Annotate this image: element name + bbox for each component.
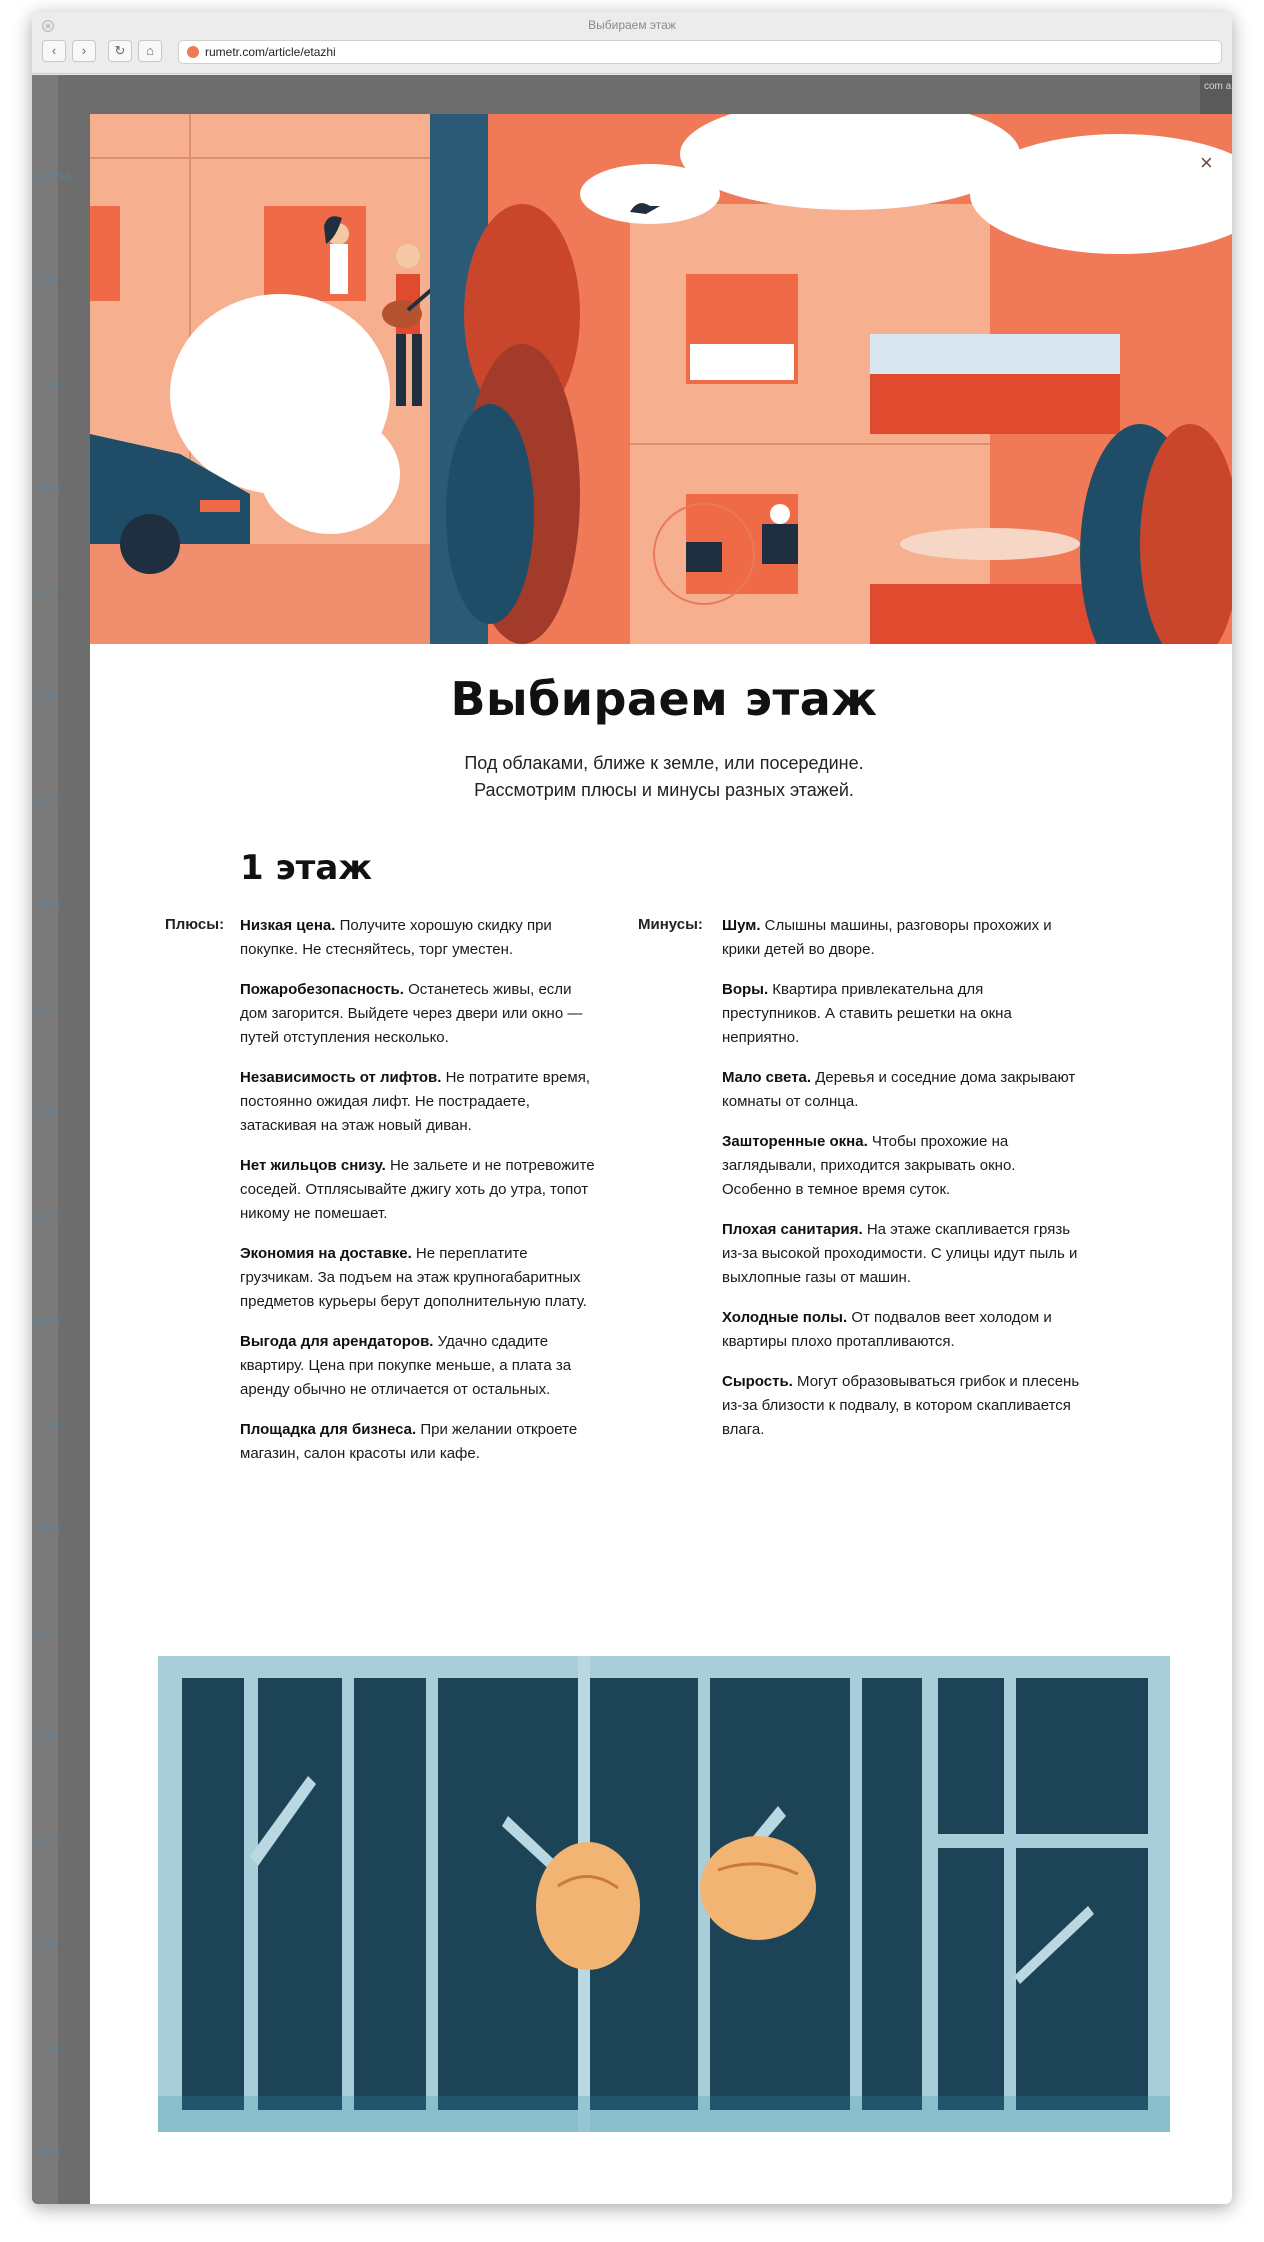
pros-item — [240, 978, 600, 1050]
cons-list — [722, 914, 1082, 1458]
pros-item-text: Останетесь живы, если дом загорится. Выйдете через двери или окно — путей отступления несколько. — [240, 981, 583, 1046]
backdrop-list-row: Кизн — [34, 1107, 58, 1119]
pros-item-title: Экономия на доставке. — [240, 1245, 412, 1262]
reload-icon: ↻ — [114, 43, 126, 58]
pros-item-title: Площадка для бизнеса. — [240, 1421, 417, 1438]
address-bar[interactable] — [178, 40, 1222, 64]
pros-item — [240, 914, 600, 962]
bars-illustration — [158, 1656, 1170, 2132]
pros-item-text: Получите хорошую скидку при покупке. Не стесняйтесь, торг уместен. — [240, 917, 552, 958]
backdrop-left-column — [32, 75, 61, 2204]
url-text: rumetr.com/article/etazhi — [205, 45, 336, 59]
reload-button[interactable] — [108, 40, 132, 62]
pros-item — [240, 1066, 600, 1138]
section-title: 1 этаж — [240, 848, 373, 888]
hero-svg — [90, 114, 1232, 644]
pros-item — [240, 1418, 600, 1466]
cons-item-title: Плохая санитария. — [722, 1221, 863, 1238]
pros-label: Плюсы: — [165, 916, 225, 933]
back-button[interactable] — [42, 40, 66, 62]
subtitle-line: Рассмотрим плюсы и минусы разных этажей. — [474, 780, 854, 800]
site-favicon-icon — [187, 46, 199, 58]
backdrop-list-row: Кизн — [34, 2043, 58, 2055]
cons-item-text: От подвалов веет холодом и квартиры плохо протапливаются. — [722, 1309, 1052, 1350]
pros-item-text: Не зальете и не потревожите соседей. Отплясывайте джигу хоть до утра, топот никому не помешает. — [240, 1157, 595, 1222]
backdrop-list-row: Кизн — [34, 691, 58, 703]
cons-item — [722, 1306, 1082, 1354]
backdrop-list-row: Кизн — [34, 379, 58, 391]
pros-item-title: Независимость от лифтов. — [240, 1069, 442, 1086]
close-icon[interactable]: × — [1200, 150, 1213, 175]
backdrop-list-row: Елен — [34, 2147, 60, 2159]
article-modal — [90, 114, 1232, 2204]
pros-item-title: Низкая цена. — [240, 917, 336, 934]
pros-item-text: Удачно сдадите квартиру. Цена при покупке меньше, а плата за аренду обычно не отличается от остальных. — [240, 1333, 572, 1398]
backdrop-list-row: Елен — [34, 1523, 60, 1535]
cons-label: Минусы: — [638, 916, 703, 933]
cons-item-title: Зашторенные окна. — [722, 1133, 868, 1150]
window-close-icon[interactable]: × — [42, 20, 54, 32]
bars-svg — [158, 1656, 1170, 2132]
cons-item — [722, 978, 1082, 1050]
backdrop-list-row: Елен — [34, 483, 60, 495]
cons-item-title: Холодные полы. — [722, 1309, 848, 1326]
backdrop-list-row: Gam — [34, 1627, 58, 1639]
article-subtitle — [90, 750, 1232, 804]
browser-titlebar — [32, 12, 1232, 74]
pros-item-title: Нет жильцов снизу. — [240, 1157, 386, 1174]
pros-item — [240, 1154, 600, 1226]
backdrop-list-row: Smol — [34, 1835, 60, 1847]
backdrop-list-row: Smol — [34, 1211, 60, 1223]
forward-button[interactable] — [72, 40, 96, 62]
browser-window — [32, 12, 1232, 2204]
backdrop-list-row: Доли — [34, 1315, 61, 1327]
hero-illustration — [90, 114, 1232, 644]
cons-item — [722, 914, 1082, 962]
cons-item-title: Мало света. — [722, 1069, 812, 1086]
cons-item-text: Квартира привлекательна для преступников. А ставить решетки на окна неприятно. — [722, 981, 1012, 1046]
cons-item — [722, 1370, 1082, 1442]
backdrop-list-row: Smol — [34, 795, 60, 807]
backdrop-side-text: com a — [1204, 81, 1232, 92]
backdrop-list-row: Gran — [34, 587, 59, 599]
pros-item-title: Пожаробезопасность. — [240, 981, 404, 998]
home-icon: ⌂ — [146, 43, 154, 58]
chevron-right-icon: › — [81, 43, 87, 58]
cons-item-text: Слышны машины, разговоры прохожих и крики детей во дворе. — [722, 917, 1052, 958]
chevron-left-icon: ‹ — [51, 43, 57, 58]
cons-item-text: Чтобы прохожие на заглядывали, приходится закрывать окно. Особенно в темное время суток. — [722, 1133, 1016, 1198]
backdrop-list-row: Gam — [34, 1003, 58, 1015]
home-button[interactable] — [138, 40, 162, 62]
cons-item — [722, 1218, 1082, 1290]
cons-item-text: Могут образовываться грибок и плесень из-за близости к подвалу, в котором скапливается влага. — [722, 1373, 1080, 1438]
article-title: Выбираем этаж — [450, 672, 878, 726]
pros-item-text: Не переплатите грузчикам. За подъем на этаж крупногабаритных предметов курьеры берут дополнительную плату. — [240, 1245, 587, 1310]
window-title: Выбираем этаж — [588, 18, 676, 32]
backdrop-list-row: Кизн — [34, 1419, 58, 1431]
subtitle-line: Под облаками, ближе к земле, или посередине. — [464, 753, 864, 773]
backdrop-list-row: Елен — [34, 899, 60, 911]
cons-item-text: На этаже скапливается грязь из-за высокой проходимости. С улицы идут пыль и выхлопные газы от машин. — [722, 1221, 1078, 1286]
cons-item-title: Сырость. — [722, 1373, 793, 1390]
backdrop-list-row: Gran — [34, 1939, 59, 1951]
backdrop-list-row: Кизн — [34, 1731, 58, 1743]
cons-item — [722, 1066, 1082, 1114]
pros-item-text: Не потратите время, постоянно ожидая лифт. Не пострадаете, затаскивая на этаж новый диван. — [240, 1069, 590, 1134]
pros-list — [240, 914, 600, 1482]
pros-item — [240, 1242, 600, 1314]
backdrop-list-row: Gran — [34, 275, 59, 287]
cons-item-title: Шум. — [722, 917, 761, 934]
pros-item-title: Выгода для арендаторов. — [240, 1333, 434, 1350]
cons-item-text: Деревья и соседние дома закрывают комнаты от солнца. — [722, 1069, 1076, 1110]
cons-item — [722, 1130, 1082, 1202]
pros-item-text: При желании откроете магазин, салон красоты или кафе. — [240, 1421, 578, 1462]
backdrop-list-row: Smoleń — [34, 171, 72, 183]
cons-item-title: Воры. — [722, 981, 769, 998]
pros-item — [240, 1330, 600, 1402]
